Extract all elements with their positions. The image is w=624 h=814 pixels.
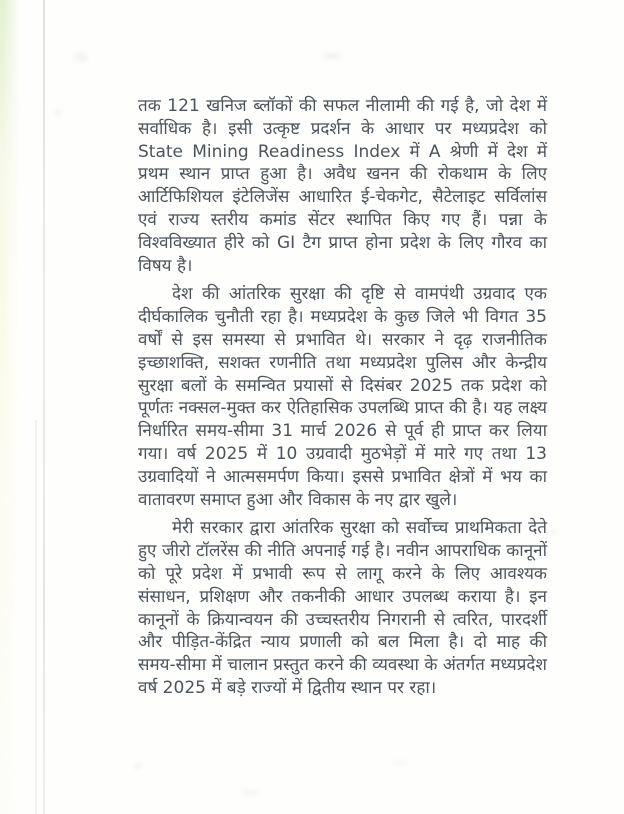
paragraph-zero-tolerance-laws: मेरी सरकार द्वारा आंतरिक सुरक्षा को सर्वोच्च प्राथमिकता देते हुए जीरो टॉलरेंस की नीति अपनाई गई है। नवीन आपराधिक कानूनों को पूरे प्रदेश में प्रभावी रूप से लागू करने के लिए आवश्यक संसाधन, प्रशिक्षण और तकनीकी आधार उपलब्ध कराया है। इन कानूनों के क्रियान्वयन की उच्चस्तरीय निगरानी से त्वरित, पारदर्शी और पीड़ित-केंद्रित न्याय प्रणाली को बल मिला है। दो माह की समय-सीमा में चालान प्रस्तुत करने की व्यवस्था के अंतर्गत मध्यप्रदेश वर्ष 2025 में बड़े राज्यों में द्वितीय स्थान पर रहा। bbox=[138, 518, 547, 698]
binding-fold-line bbox=[43, 0, 45, 814]
paragraph-mining-achievements: तक 121 खनिज ब्लॉकों की सफल नीलामी की गई है, जो देश में सर्वाधिक है। इसी उत्कृष्ट प्रदर्शन के आधार पर मध्यप्रदेश को State Mining Readiness Index में A श्रेणी में देश में प्रथम स्थान प्राप्त हुआ है। अवैध खनन की रोकथाम के लिए आर्टिफिशियल इंटेलिजेंस आधारित ई-चेकगेट, सैटेलाइट सर्विलांस एवं राज्य स्तरीय कमांड सेंटर स्थापित किए गए हैं। पन्ना के विश्वविख्यात हीरे को GI टैग प्राप्त होना प्रदेश के लिए गौरव का विषय है। bbox=[138, 96, 547, 276]
scan-smudge bbox=[548, 530, 558, 535]
scan-smudge bbox=[324, 53, 340, 59]
paragraph-internal-security-naxal: देश की आंतरिक सुरक्षा की दृष्टि से वामपंथी उग्रवाद एक दीर्घकालिक चुनौती रहा है। मध्यप्रदेश के कुछ जिले भी विगत 35 वर्षों से इस समस्या से प्रभावित थे। सरकार ने दृढ़ राजनीतिक इच्छाशक्ति, सशक्त रणनीति तथा मध्यप्रदेश पुलिस और केन्द्रीय सुरक्षा बलों के समन्वित प्रयासों से दिसंबर 2025 तक प्रदेश को पूर्णतः नक्सल-मुक्त कर ऐतिहासिक उपलब्धि प्राप्त की है। यह लक्ष्य निर्धारित समय-सीमा 31 मार्च 2026 से पूर्व ही प्राप्त कर लिया गया। वर्ष 2025 में 10 उग्रवादी मुठभेड़ों में मारे गए तथा 13 उग्रवादियों ने आत्मसमर्पण किया। इससे प्रभावित क्षेत्रों में भय का वातावरण समाप्त हुआ और विकास के नए द्वार खुले। bbox=[138, 284, 547, 510]
binding-fold-line-secondary bbox=[35, 420, 37, 814]
scan-smudge bbox=[74, 52, 88, 62]
scan-edge-tint bbox=[0, 0, 20, 814]
document-text bbox=[138, 95, 547, 706]
scan-smudge bbox=[134, 763, 142, 769]
scan-smudge bbox=[55, 110, 61, 116]
scan-smudge bbox=[394, 760, 406, 765]
scan-smudge bbox=[243, 789, 259, 796]
